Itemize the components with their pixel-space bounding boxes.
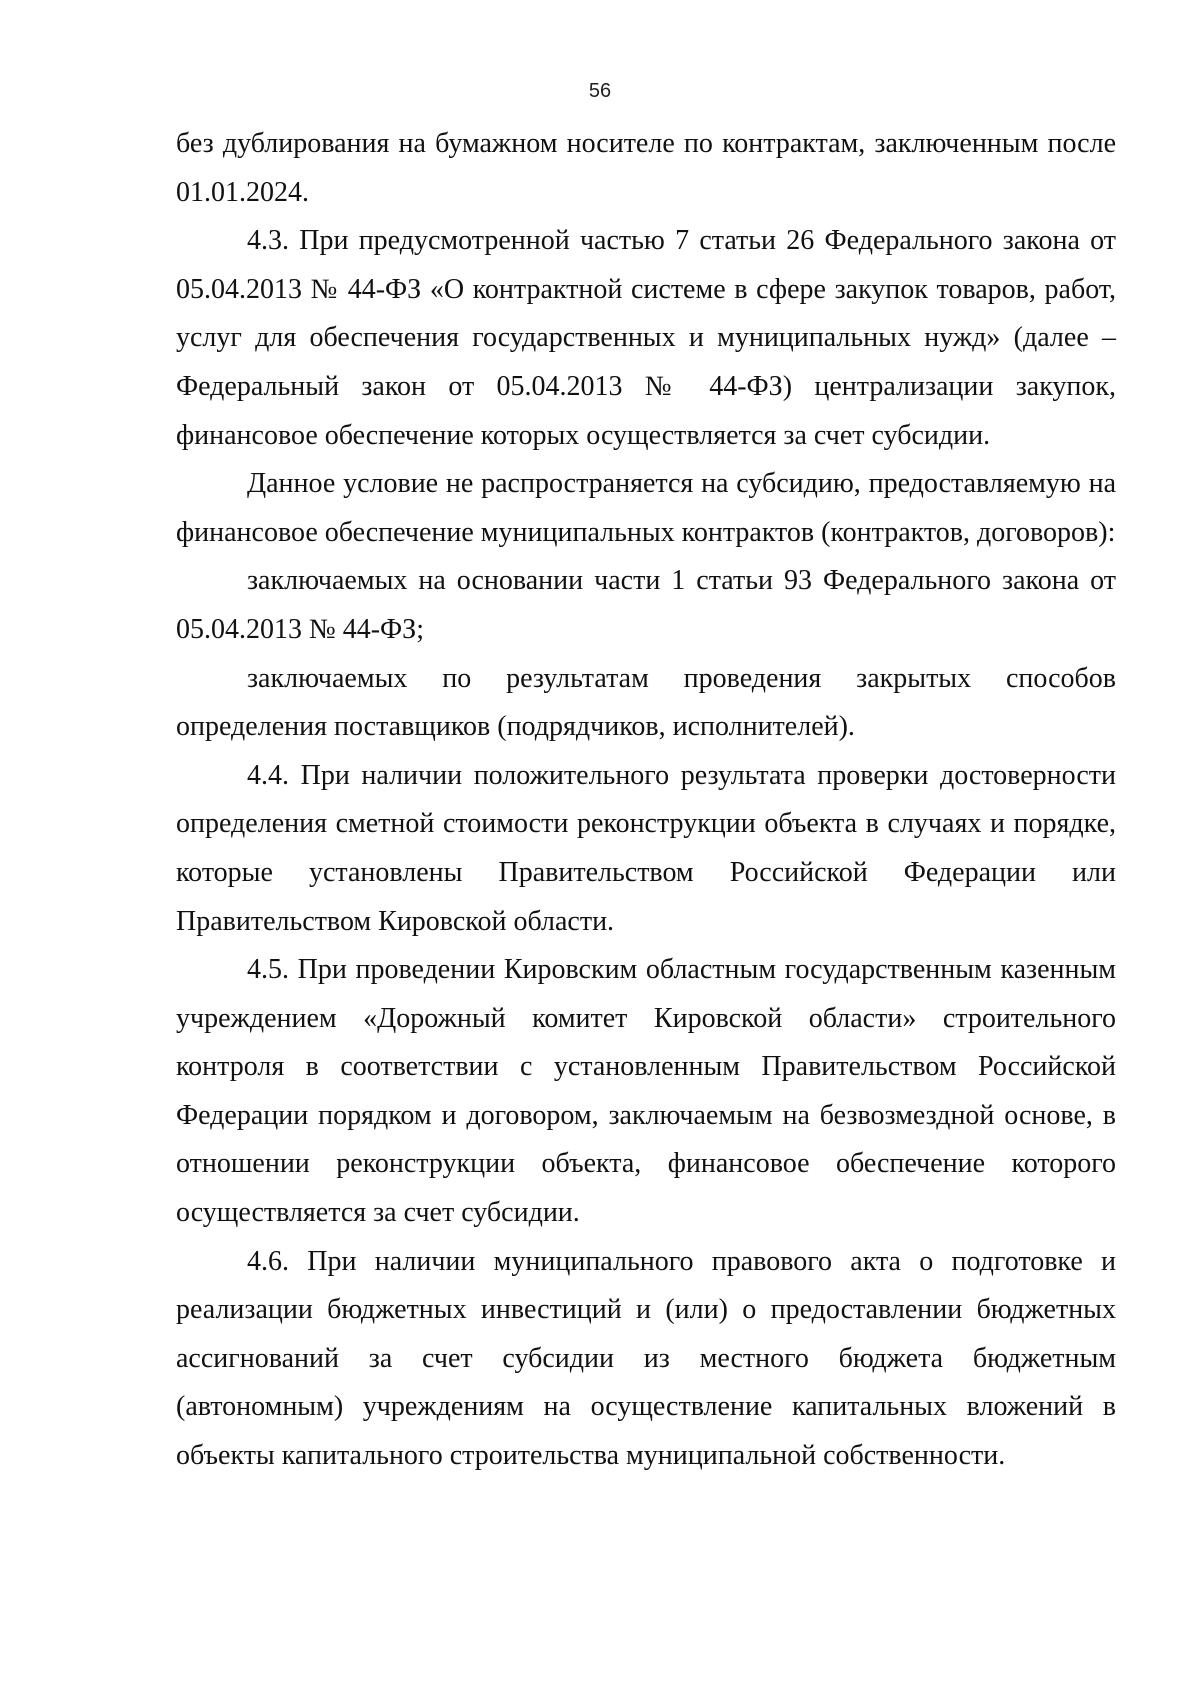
page-number: 56	[588, 80, 612, 102]
paragraph-4-5: 4.5. При проведении Кировским областным государственным казенным учреждением «Дорожный комитет Кировской области» строительного контроля в соответствии с установленным Правительством Российской Федерации порядком и договором, заключаемым на безвозмездной основе, в отношении реконструкции объекта, финансовое обеспечение которого осуществляется за счет субсидии.	[176, 954, 1116, 1229]
paragraph-continuation: без дублирования на бумажном носителе по контрактам, заключенным после 01.01.2024.	[176, 128, 1116, 208]
paragraph-exception-item-1: заключаемых на основании части 1 статьи 93 Федерального закона от 05.04.2013 № 44-ФЗ;	[176, 565, 1116, 645]
document-body	[176, 120, 1116, 1481]
paragraph-4-3: 4.3. При предусмотренной частью 7 статьи 26 Федерального закона от 05.04.2013 № 44-ФЗ «О контрактной системе в сфере закупок товаров, работ, услуг для обеспечения государственных и муниципальных нужд» (далее – Федеральный закон от 05.04.2013 № 44-ФЗ) централизации закупок, финансовое обеспечение которых осуществляется за счет субсидии.	[176, 225, 1116, 451]
paragraph-4-6: 4.6. При наличии муниципального правового акта о подготовке и реализации бюджетных инвестиций и (или) о предоставлении бюджетных ассигнований за счет субсидии из местного бюджета бюджетным (автономным) учреждениям на осуществление капитальных вложений в объекты капитального строительства муниципальной собственности.	[176, 1245, 1116, 1472]
paragraph-exception-item-2: заключаемых по результатам проведения закрытых способов определения поставщиков (подрядчиков, исполнителей).	[176, 662, 1116, 743]
paragraph-4-4: 4.4. При наличии положительного результата проверки достоверности определения сметной стоимости реконструкции объекта в случаях и порядке, которые установлены Правительством Российской Федерации или Правительством Кировской области.	[176, 759, 1116, 937]
paragraph-exception-intro: Данное условие не распространяется на субсидию, предоставляемую на финансовое обеспечение муниципальных контрактов (контрактов, договоров):	[176, 468, 1116, 548]
